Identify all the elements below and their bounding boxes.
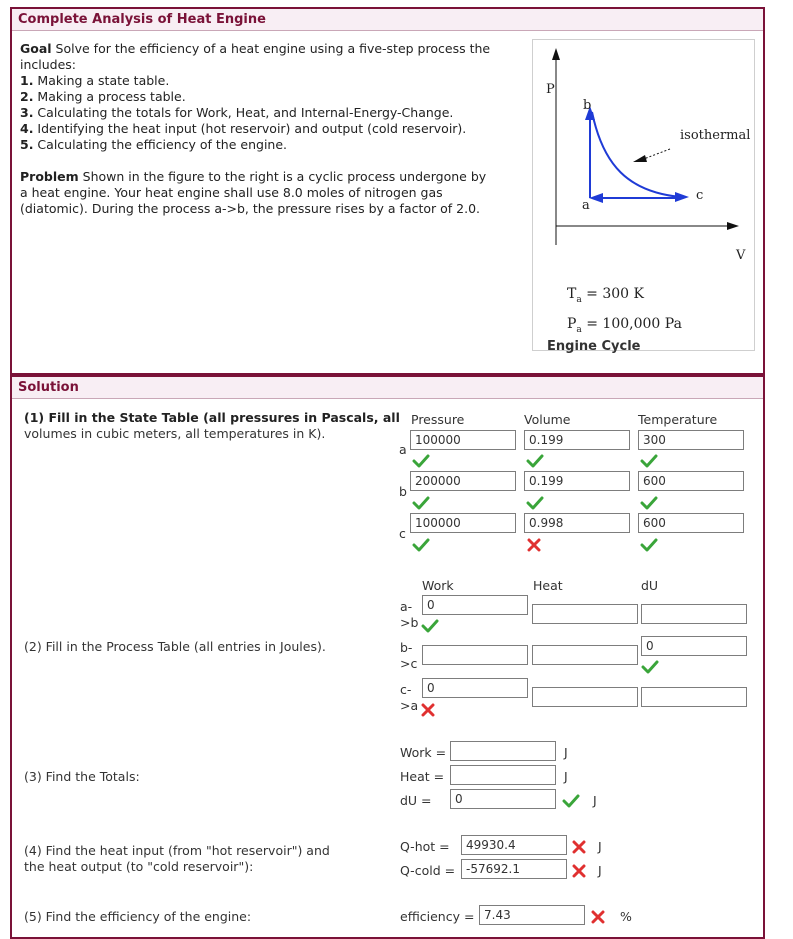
step2-text: (2) Fill in the Process Table (all entries in Joules).	[24, 639, 326, 654]
process-ab-heat[interactable]	[532, 604, 638, 624]
qhot-input[interactable]	[461, 835, 567, 855]
state-header-volume: Volume	[524, 412, 571, 427]
totals-heat-input[interactable]	[450, 765, 556, 785]
figure-caption: Engine Cycle	[547, 339, 641, 354]
state-a-pressure[interactable]	[410, 430, 516, 450]
state-b-temperature[interactable]	[638, 471, 744, 491]
state-header-temperature: Temperature	[638, 412, 718, 427]
pv-diagram	[533, 40, 754, 270]
goal-label: Goal	[20, 41, 52, 56]
check-icon	[640, 454, 658, 468]
totals-du-input[interactable]	[450, 789, 556, 809]
state-row-label-a: a	[399, 442, 407, 457]
totals-heat-unit: J	[564, 769, 568, 784]
point-b-label: b	[583, 98, 592, 113]
check-icon	[526, 454, 544, 468]
totals-du-label: dU =	[400, 793, 432, 808]
v-axis-label: V	[736, 248, 746, 263]
cross-icon	[527, 538, 541, 552]
step-item: 3. Calculating the totals for Work, Heat, and Internal-Energy-Change.	[20, 105, 454, 120]
step-item: 4. Identifying the heat input (hot reservoir) and output (cold reservoir).	[20, 121, 467, 136]
check-icon	[640, 538, 658, 552]
totals-du-unit: J	[593, 793, 597, 808]
state-row-label-b: b	[399, 484, 407, 499]
cross-icon	[572, 840, 586, 854]
isothermal-label: isothermal	[680, 128, 751, 143]
process-bc-heat[interactable]	[532, 645, 638, 665]
point-a-label: a	[582, 198, 590, 213]
process-header-du: dU	[641, 578, 659, 593]
process-row-label-ab: a- >b	[400, 599, 419, 630]
step1-text: (1) Fill in the State Table (all pressures in Pascals, all volumes in cubic meters, all temperatures in K).	[24, 410, 400, 441]
qcold-input[interactable]	[461, 859, 567, 879]
process-row-label-bc: b- >c	[400, 640, 418, 671]
engine-cycle-figure	[532, 39, 755, 354]
cross-icon	[421, 703, 435, 717]
p-axis-label: P	[546, 82, 555, 97]
process-bc-work[interactable]	[422, 645, 528, 665]
qcold-label: Q-cold =	[400, 863, 456, 878]
totals-heat-label: Heat =	[400, 769, 445, 784]
state-a-volume[interactable]	[524, 430, 630, 450]
process-ca-du[interactable]	[641, 687, 747, 707]
problem-text: Problem Shown in the figure to the right is a cyclic process undergone by a heat engine. Your heat engine shall use 8.0 moles of nitrogen gas (diatomic). During the process a->b, the pressure rises by a factor of 2.0.	[20, 169, 487, 216]
goal-panel	[10, 7, 765, 375]
step4-text: (4) Find the heat input (from "hot reservoir") and the heat output (to "cold reservoir"):	[24, 843, 330, 874]
process-bc-du[interactable]	[641, 636, 747, 656]
state-a-temperature[interactable]	[638, 430, 744, 450]
totals-work-input[interactable]	[450, 741, 556, 761]
process-header-heat: Heat	[533, 578, 563, 593]
step-item: 2. Making a process table.	[20, 89, 186, 104]
check-icon	[526, 496, 544, 510]
qcold-unit: J	[598, 863, 602, 878]
process-ca-heat[interactable]	[532, 687, 638, 707]
state-b-pressure[interactable]	[410, 471, 516, 491]
pa-value: $P_a = 100,000$ Pa	[567, 316, 682, 335]
check-icon	[421, 619, 439, 633]
cross-icon	[591, 910, 605, 924]
efficiency-label: efficiency =	[400, 909, 475, 924]
step5-text: (5) Find the efficiency of the engine:	[24, 909, 252, 924]
totals-work-label: Work =	[400, 745, 447, 760]
process-ca-work[interactable]	[422, 678, 528, 698]
process-header-work: Work	[422, 578, 454, 593]
solution-panel-title: Solution	[12, 377, 763, 399]
state-c-pressure[interactable]	[410, 513, 516, 533]
step-item: 1. Making a state table.	[20, 73, 170, 88]
point-c-label: c	[696, 188, 704, 203]
goal-panel-title: Complete Analysis of Heat Engine	[12, 9, 763, 31]
ta-value: $T_a = 300$ K	[567, 286, 644, 305]
totals-work-unit: J	[564, 745, 568, 760]
process-ab-du[interactable]	[641, 604, 747, 624]
process-row-label-ca: c- >a	[400, 682, 419, 713]
state-row-label-c: c	[399, 526, 406, 541]
step-item: 5. Calculating the efficiency of the engine.	[20, 137, 287, 152]
check-icon	[640, 496, 658, 510]
check-icon	[412, 496, 430, 510]
cross-icon	[572, 864, 586, 878]
check-icon	[641, 660, 659, 674]
qhot-unit: J	[598, 839, 602, 854]
state-c-volume[interactable]	[524, 513, 630, 533]
process-ab-work[interactable]	[422, 595, 528, 615]
state-c-temperature[interactable]	[638, 513, 744, 533]
step3-text: (3) Find the Totals:	[24, 769, 140, 784]
efficiency-unit: %	[620, 909, 632, 924]
check-icon	[412, 454, 430, 468]
state-header-pressure: Pressure	[411, 412, 465, 427]
goal-text: Goal Solve for the efficiency of a heat engine using a five-step process the includes: 1. Making a state table. 2. Making a process table. 3. Calculating the totals for Work, Heat, and Internal-Energy-Change. 4. Identifying the heat input (hot reservoir) and output (cold reservoir). 5. Calculating the efficiency of the engine.	[20, 41, 520, 153]
efficiency-input[interactable]	[479, 905, 585, 925]
problem-label: Problem	[20, 169, 79, 184]
check-icon	[412, 538, 430, 552]
check-icon	[562, 794, 580, 808]
state-b-volume[interactable]	[524, 471, 630, 491]
qhot-label: Q-hot =	[400, 839, 450, 854]
